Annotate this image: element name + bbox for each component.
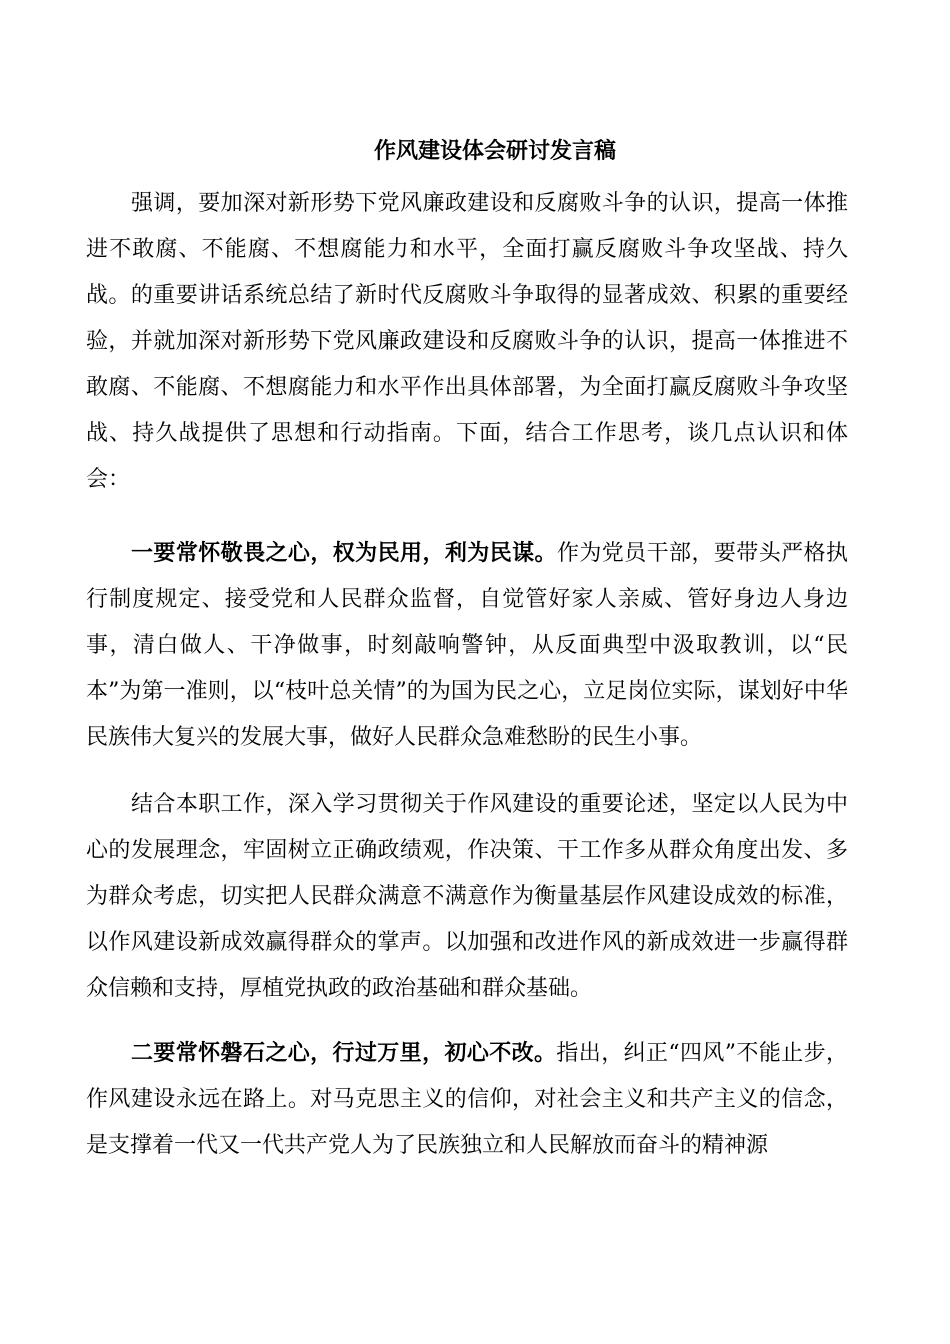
document-title: 作风建设体会研讨发言稿 [373, 138, 616, 164]
paragraph-intro [86, 180, 848, 503]
paragraph-point-one [86, 530, 848, 761]
paragraph-text: 作为党员干部，要带头严格执行制度规定、接受党和人民群众监督，自觉管好家人亲威、管好身边人身边事，清白做人、干净做事，时刻敲响警钟，从反面典型中汲取教训，以“民本”为第一准则，以“枝叶总关情”的为国为民之心，立足岗位实际，谋划好中华民族伟大复兴的发展大事，做好人民群众急难愁盼的民生小事。 [86, 541, 848, 750]
paragraph-work [86, 781, 848, 1012]
paragraph-lead: 一要常怀敬畏之心，权为民用，利为民谋。 [131, 540, 557, 566]
paragraph-text: 指出，纠正“四风”不能止步，作风建设永远在路上。对马克思主义的信仰，对社会主义和共产主义的信念，是支撑着一代又一代共产党人为了民族独立和人民解放而奋斗的精神源 [86, 1041, 848, 1158]
paragraph-text: 强调，要加深对新形势下党风廉政建设和反腐败斗争的认识，提高一体推进不敢腐、不能腐、不想腐能力和水平，全面打赢反腐败斗争攻坚战、持久战。的重要讲话系统总结了新时代反腐败斗争取得的显著成效、积累的重要经验，并就加深对新形势下党风廉政建设和反腐败斗争的认识，提高一体推进不敢腐、不能腐、不想腐能力和水平作出具体部署，为全面打赢反腐败斗争攻坚战、持久战提供了思想和行动指南。下面，结合工作思考，谈几点认识和体会： [86, 191, 848, 492]
paragraph-text: 结合本职工作，深入学习贯彻关于作风建设的重要论述，坚定以人民为中心的发展理念，牢固树立正确政绩观，作决策、干工作多从群众角度出发、多为群众考虑，切实把人民群众满意不满意作为衡量基层作风建设成效的标准，以作风建设新成效赢得群众的掌声。以加强和改进作风的新成效进一步赢得群众信赖和支持，厚植党执政的政治基础和群众基础。 [86, 792, 848, 1001]
paragraph-point-two [86, 1030, 848, 1169]
paragraph-lead: 二要常怀磐石之心，行过万里，初心不改。 [131, 1040, 557, 1066]
